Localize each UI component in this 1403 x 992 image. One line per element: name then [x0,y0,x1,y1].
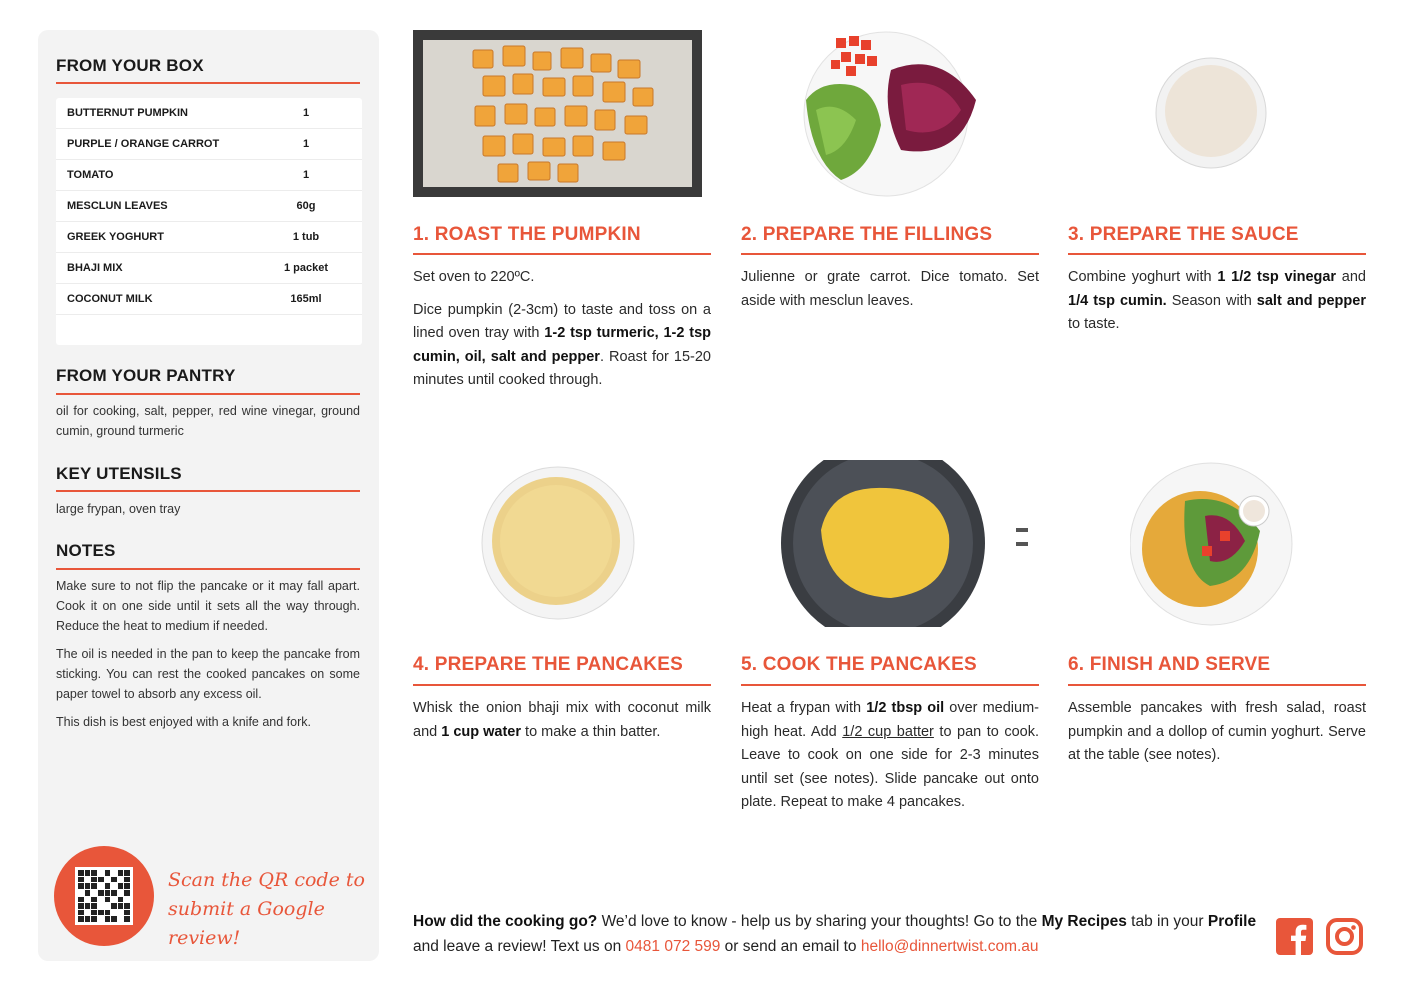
step-5-title: 5. COOK THE PANCAKES [741,654,977,675]
text-run: Dice pumpkin (2-3cm) to taste and toss on a lined oven tray with [413,301,711,341]
text-run-bold: salt and pepper [1256,292,1366,309]
step-6-p1: Assemble pancakes with fresh salad, roast pumpkin and a dollop of cumin yoghurt. Serve at the table (see notes). [1068,700,1366,763]
step-1-body [413,266,711,402]
table-row [56,129,362,160]
my-recipes-link: My Recipes [1041,913,1127,930]
pantry-title-rule [56,393,360,395]
frypan-photo [781,460,1031,627]
ingredients-table [56,98,362,345]
text-run: to make a thin batter. [521,723,661,740]
ingredient-name: PURPLE / ORANGE CARROT [67,138,220,150]
text-run-underlined: 1/2 cup batter [842,723,934,740]
text-run-bold: 1 cup water [441,723,522,740]
batter-photo [481,466,635,620]
step-6-rule [1068,684,1366,686]
sauce-photo [1154,57,1268,169]
notes-text [56,576,360,740]
step-4-rule [413,684,711,686]
utensils-title: KEY UTENSILS [56,464,182,483]
facebook-icon[interactable] [1276,918,1313,955]
step-4-body [413,697,711,753]
step-3-title: 3. PREPARE THE SAUCE [1068,224,1299,245]
step-1-rule [413,253,711,255]
qr-code[interactable] [75,867,133,925]
text-run: . Roast for 15-20 minutes until cooked through. [413,348,711,388]
pantry-title: FROM YOUR PANTRY [56,366,236,385]
text-run: to pan to cook. Leave to cook on one side for 2-3 minutes until set (see notes). Slide pancake out onto plate. Repeat to make 4 pancakes. [741,723,1040,810]
step-5-p1 [741,697,1039,815]
ingredient-name: MESCLUN LEAVES [67,200,168,212]
sidebar [38,30,379,961]
notes-title-rule [56,568,360,570]
table-row [56,222,362,253]
text-run: We’d love to know - help us by sharing your thoughts! Go to the [597,913,1042,930]
ingredient-qty: 60g [296,200,316,212]
step-6-title: 6. FINISH AND SERVE [1068,654,1271,675]
step-5-rule [741,684,1039,686]
step-6-body [1068,697,1366,777]
step-3-body [1068,266,1366,346]
review-footer [413,909,1263,959]
qr-caption-line: submit a Google review! [168,898,325,949]
ingredient-qty: 165ml [290,293,322,305]
text-run-bold: 1-2 tsp turmeric, 1-2 tsp cumin, oil, salt and pepper [413,325,712,365]
table-row [56,253,362,284]
text-run-bold: 1/4 tsp cumin. [1068,292,1167,309]
text-run: Heat a frypan with [741,700,867,716]
text-run: tab in your [1126,913,1208,930]
box-title-rule [56,82,360,84]
text-run: and [1336,269,1366,285]
step-2-rule [741,253,1039,255]
note-paragraph: Make sure to not flip the pancake or it may fall apart. Cook it on one side until it sets all the way through. Reduce the heat to medium if needed. [56,579,360,633]
ingredient-qty: 1 [302,138,310,150]
utensils-title-rule [56,490,360,492]
note-paragraph: The oil is needed in the pan to keep the pancake from sticking. You can rest the cooked pancakes on some paper towel to absorb any excess oil. [56,647,360,701]
text-run: to taste. [1068,316,1120,332]
step-2-title: 2. PREPARE THE FILLINGS [741,224,993,245]
note-paragraph: This dish is best enjoyed with a knife and fork. [56,715,311,729]
phone-link[interactable]: 0481 072 599 [625,938,721,955]
qr-code-badge[interactable] [54,846,154,946]
text-run: Whisk the onion bhaji mix with coconut milk and [413,700,711,740]
step-1-title: 1. ROAST THE PUMPKIN [413,224,641,245]
table-row [56,191,362,222]
step-2-body [741,266,1039,322]
qr-caption-line: Scan the QR code to [168,869,365,891]
step-4-p1 [413,697,711,744]
email-link[interactable]: hello@dinnertwist.com.au [860,938,1039,955]
text-run: or send an email to [720,938,861,955]
step-1-p2 [413,299,711,393]
step-1-p1: Set oven to 220ºC. [413,269,535,285]
notes-title: NOTES [56,541,116,560]
final-dish-photo [1130,461,1293,628]
step-4-title: 4. PREPARE THE PANCAKES [413,654,683,675]
step-3-rule [1068,253,1366,255]
ingredient-qty: 1 packet [283,262,329,274]
box-title: FROM YOUR BOX [56,56,204,75]
table-row [56,284,362,315]
pantry-text: oil for cooking, salt, pepper, red wine vinegar, ground cumin, ground turmeric [56,404,360,438]
table-row [56,160,362,191]
text-run: and leave a review! Text us on [413,938,626,955]
step-5-body [741,697,1039,824]
text-run-bold: 1 1/2 tsp vinegar [1217,269,1337,285]
profile-link: Profile [1207,913,1257,930]
text-run: over medium-high heat. Add [741,700,1039,740]
table-row-empty [56,315,362,345]
text-run: Season with [1166,292,1257,309]
text-run-bold: 1/2 tbsp oil [866,700,945,716]
ingredient-qty: 1 [302,169,310,181]
roast-pumpkin-photo [413,30,702,197]
footer-question: How did the cooking go? [413,913,598,930]
table-row [56,98,362,129]
ingredient-name: BUTTERNUT PUMPKIN [67,107,188,119]
step-2-p1: Julienne or grate carrot. Dice tomato. Set aside with mesclun leaves. [741,269,1039,309]
ingredient-qty: 1 [302,107,310,119]
fillings-photo [801,30,983,197]
ingredient-name: BHAJI MIX [67,262,123,274]
ingredient-name: TOMATO [67,169,114,181]
text-run: Combine yoghurt with [1068,269,1218,285]
ingredient-name: GREEK YOGHURT [67,231,164,243]
qr-caption [168,866,368,953]
utensils-text: large frypan, oven tray [56,502,181,516]
ingredient-qty: 1 tub [292,231,320,243]
step-3-p1 [1068,266,1366,337]
ingredient-name: COCONUT MILK [67,293,153,305]
instagram-icon[interactable] [1326,918,1363,955]
